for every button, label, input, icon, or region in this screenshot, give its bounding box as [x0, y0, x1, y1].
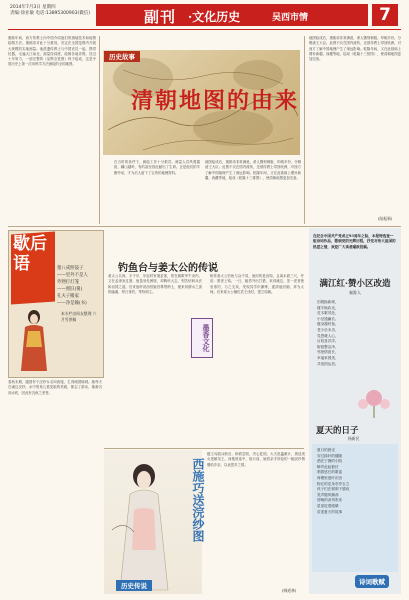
xiehouyu-line: 孔夫子搬家	[57, 294, 79, 299]
masthead	[0, 0, 409, 32]
flower-decoration	[349, 378, 399, 418]
poem-line: 幸福家园美，	[317, 355, 339, 360]
xishi-article-column-b: 越王勾践兵败后，卧薪尝胆，决心复国。大夫范蠡献计，挑选美女进献吴王。西施被选中，临行前，她将亲手所绘的一幅浣纱图赠给乡亲，以表思乡之情。	[207, 452, 305, 467]
story-top-author: (陆振新)	[378, 216, 393, 221]
poem-line: 旧貌换新颜，	[317, 300, 339, 304]
xiehouyu-line: ——照旧(舅)	[57, 287, 83, 292]
poem-line: 街巷整洁净，	[317, 344, 339, 349]
poem2-title: 夏天的日子	[316, 426, 359, 436]
xiehouyu-credit: 本专栏由网友整理 六月雪供稿	[61, 311, 97, 322]
column-divider	[99, 36, 100, 224]
story-top-column-far-right: 地图绘成后，康熙帝非常满意，命人镌刻铜版，印刷多份，分赐诸王大臣。此图不仅在国内流传，还被传教士带回欧洲，对西方了解中国地理产生了深远影响。乾隆年间，又在此基础上增补新疆、西藏等地，绘成《乾隆十三排图》，使清朝地图更加完备。	[309, 36, 401, 62]
poem-line: 蝉声此起彼伏	[317, 464, 339, 469]
poem-line: 唱着悠长的歌谣	[317, 470, 343, 475]
poem-line: 傍晚的凉风吹来	[317, 498, 343, 503]
xiehouyu-panel	[8, 230, 104, 378]
section-banner	[96, 4, 368, 26]
fish-article-tag: 墨香文化	[191, 318, 213, 358]
poem-line: 花木繁茂处，	[317, 311, 339, 316]
xiehouyu-line: 猪八戒照镜子	[57, 266, 84, 271]
paper-name: 吴西市情	[272, 13, 309, 23]
xishi-article-column-a: 春秋末期，越国有个浣纱女名叫西施，生得倾国倾城。她每天在溪边浣纱，水中的鱼儿看见她的美貌，都忘了游动，渐渐沉到水底，因此有沉鱼之美誉。	[8, 380, 102, 395]
section-subtitle: ·文化历史	[188, 10, 241, 24]
poem1-body	[317, 300, 397, 367]
story-top-headline: 清朝地图的由来	[131, 88, 300, 114]
poem-line: 党恩暖人心，	[317, 333, 339, 338]
fish-article-title: 钓鱼台与姜太公的传说	[118, 263, 218, 274]
xishi-vertical-title: 西施巧送浣纱图	[191, 458, 205, 542]
page-number: 7	[372, 4, 398, 26]
poem-line: 星星眨着眼睛	[317, 503, 339, 508]
issue-date: 2014年7月3日 星期四	[10, 5, 56, 10]
poem2-author: 杨新民	[348, 436, 360, 441]
lady-illustration	[15, 307, 53, 373]
poetry-tag: 诗词歌赋	[355, 575, 389, 588]
issue-meta	[10, 5, 90, 17]
poem2-box	[312, 444, 398, 572]
section-divider	[104, 448, 304, 449]
xishi-author: (韩道林)	[282, 588, 297, 593]
poem-line: 楼宇焕彩光，	[317, 305, 339, 310]
header-rule	[8, 29, 401, 30]
poem-line: 荷塘里莲叶田田	[317, 475, 343, 480]
xiehouyu-line: ——里外不是人	[57, 273, 88, 278]
poetry-intro: 在纪念中国共产党成立93周年之际，本报特选登一组诗词作品，歌颂党的光辉历程，抒发对伟大祖国的热爱之情，欢迎广大读者踊跃投稿。	[313, 234, 396, 249]
poem-line: 百姓喜洋洋。	[317, 339, 339, 344]
poem-line: 笑声随风飘荡	[317, 492, 339, 497]
poem-line: 共祝国运昌。	[317, 361, 339, 366]
poem-line: 小径通幽长。	[317, 316, 339, 321]
fish-article-column-a: 姜太公名尚，字子牙，年轻时家境贫寒，曾在朝歌宰牛卖肉，又在孟津卖过酒。他虽身处困境，却胸怀大志，刻苦钻研兵法和治国之道。后来他听说西伯姬昌尊贤纳士，便来到渭水之滨的磻溪，每日垂钓，等待明主。	[108, 274, 202, 294]
editor-line: 责编:徐亚敏 电话:13895300903(微信)	[10, 11, 90, 16]
poem2-body	[317, 448, 395, 515]
story-top-tag: 历史故事	[104, 51, 140, 62]
poem-line: 邻里情谊长，	[317, 350, 339, 355]
poem-line: 粉红的花朵亭亭玉立	[317, 481, 350, 486]
poem1-title: 满江红·赞小区改造	[319, 279, 391, 289]
story-top-column-mid: 在当时的条件下，测绘工作十分艰苦。测量人员风餐露宿，翻山越岭，有的甚至因此献出了生命。正是他们的辛勤劳动，才为后人留下了宝贵的地理资料。	[114, 160, 200, 175]
poem-line: 老少乐未央，	[317, 327, 339, 332]
story-top-column-right: 地图绘成后，康熙帝非常满意，命人镌刻铜版，印刷多份，分赐诸王大臣。此图不仅在国内流传，还被传教士带回欧洲，对西方了解中国地理产生了深远影响。乾隆年间，又在此基础上增补新疆、西藏等地，绘成《乾隆十三排图》，使清朝地图更加完备。	[205, 160, 301, 180]
poem-line: 夏日的晨光	[317, 448, 335, 452]
xiehouyu-line: 外甥打灯笼	[57, 280, 79, 285]
poem-line: 讲述夏天的故事	[317, 509, 343, 514]
section-divider	[8, 226, 401, 227]
xiehouyu-line: ——净是输(书)	[57, 301, 87, 306]
poem-line: 孩子们在树荫下嬉戏	[317, 487, 350, 492]
poem-line: 洒在宁静的小院	[317, 459, 343, 464]
poem-line: 健身器材备，	[317, 322, 339, 327]
poem1-author: 秦淮人	[349, 290, 361, 295]
section-name: 副刊	[144, 8, 177, 26]
xiehouyu-heading: 歇后语	[13, 234, 47, 274]
xiehouyu-lines	[57, 265, 101, 307]
column-divider	[304, 36, 305, 224]
poem-line: 穿过绿叶的缝隙	[317, 453, 343, 458]
story-top-column-left: 康熙年间，西方传教士向中国介绍他们的测地技术和地图绘制方法。康熙帝对此十分重视，决定在全国范围内开展大规模的实地测量。他派遣传教士与中国官员一起，携带仪器，走遍大江南北，测量经纬度，绘制各地详图。经过十年努力，一部完整的《皇舆全览图》终于绘成，这是中国历史上第一次用科学方法测绘的全国地图。	[8, 36, 96, 67]
xishi-tag: 历史传说	[116, 580, 152, 591]
fish-article-column-b: 相传姜太公钓鱼与众不同，他用的是直钩，且离水面三尺，并说：愿者上钩。一日，姬昌外出打猎，来到溪边，见一老者独坐垂钓，与之交谈，发现其学识渊博，遂请他回朝，拜为太师。后来姜太公辅佐武王伐纣，建立周朝。	[210, 274, 304, 294]
map-illustration	[103, 50, 300, 155]
